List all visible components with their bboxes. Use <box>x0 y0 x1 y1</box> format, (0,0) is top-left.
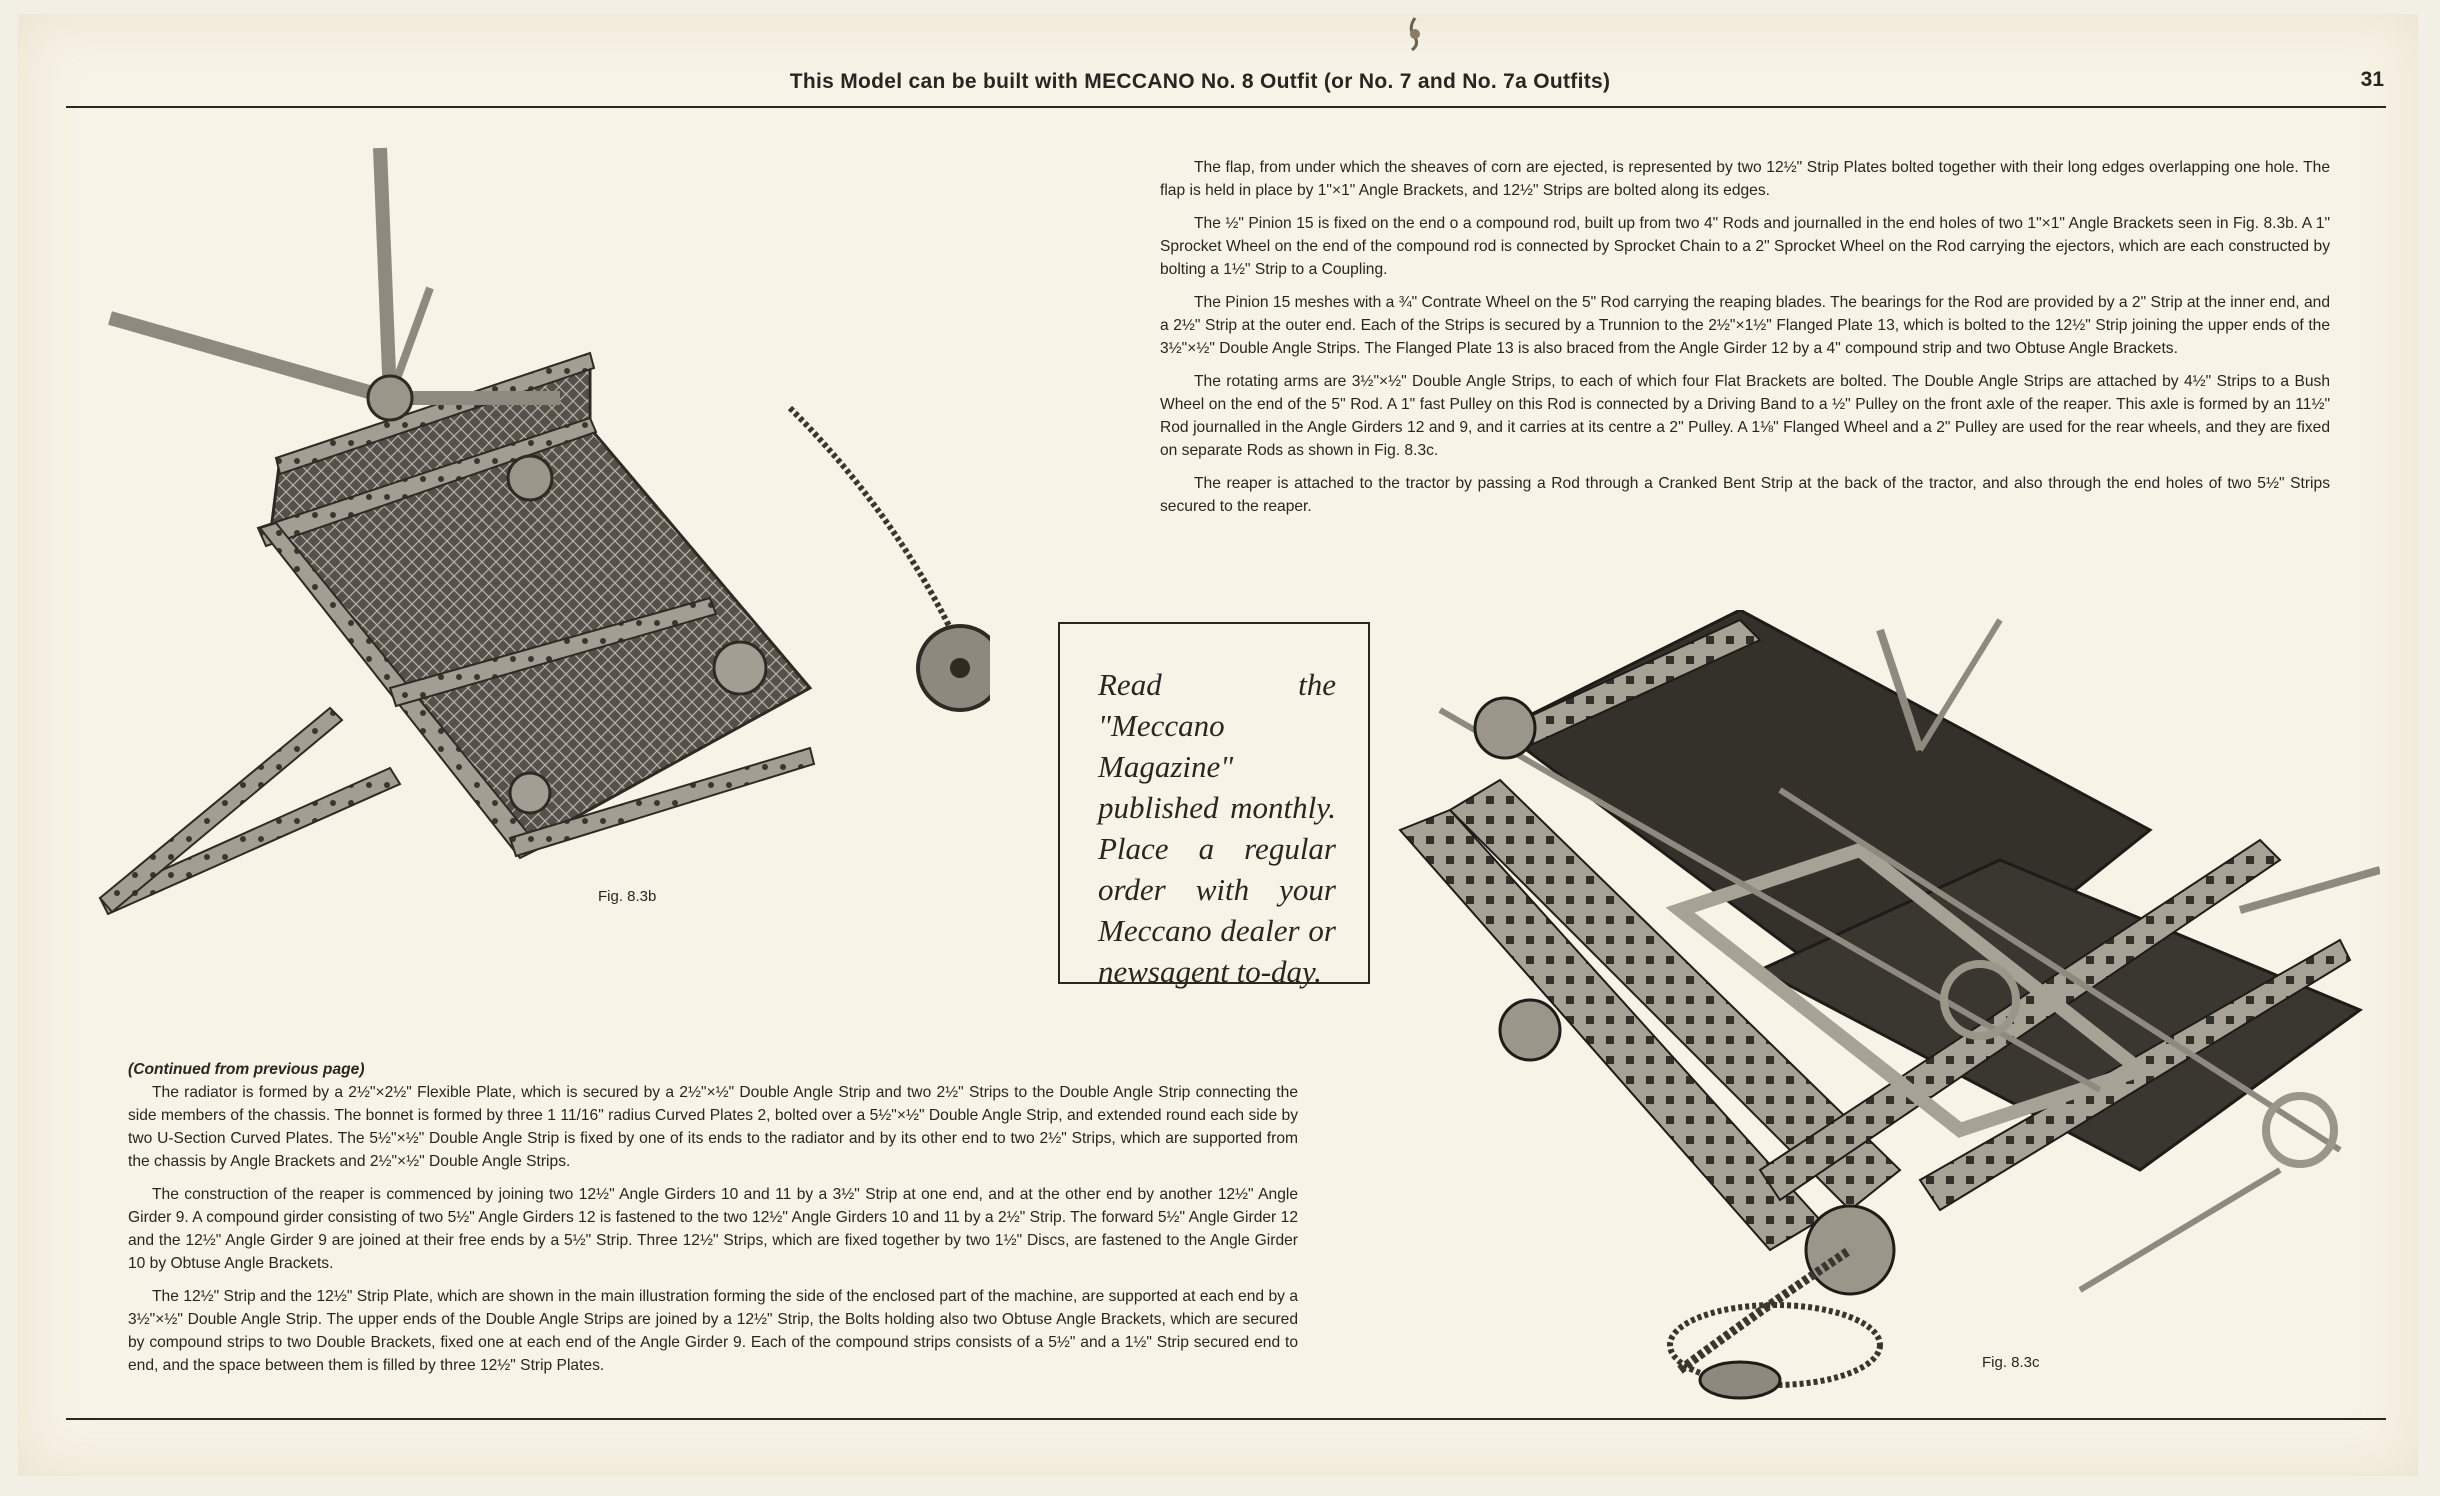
reaper-illustration-fig-8-3b <box>90 128 990 918</box>
paragraph: The flap, from under which the sheaves of corn are ejected, is represented by two 12½" Strip Plates bolted together with their long edges overlapping one hole. The flap is held in place by 1"×1" Angle Brackets, and 12½" Strips are bolted along its edges. <box>1160 159 2330 199</box>
paragraph: The rotating arms are 3½"×½" Double Angle Strips, to each of which four Flat Brackets are bolted. The Double Angle Strips are attached by 4½" Strips to a Bush Wheel on the end of the 5" Rod. A 1" fast Pulley on this Rod is connected by a Driving Band to a ½" Pulley on the front axle of the reaper. This axle is formed by an 11½" Rod journalled in the Angle Girders 12 and 9, and it carries at its centre a 2" Pulley. A 1⅛" Flanged Wheel and a 2" Pulley are used for the rear wheels, and they are fixed on separate Rods as shown in Fig. 8.3c. <box>1160 373 2330 459</box>
figure-caption-8-3c: Fig. 8.3c <box>1982 1354 2040 1371</box>
paragraph: The ½" Pinion 15 is fixed on the end o a compound rod, built up from two 4" Rods and journalled in the end holes of two 1"×1" Angle Brackets seen in Fig. 8.3b. A 1" Sprocket Wheel on the end of the compound rod is connected by Sprocket Chain to a 2" Sprocket Wheel on the Rod carrying the ejectors, which are each constructed by bolting a 1½" Strip to a Coupling. <box>1160 215 2330 278</box>
reaper-illustration-fig-8-3c <box>1380 610 2380 1400</box>
paragraph: The reaper is attached to the tractor by passing a Rod through a Cranked Bent Strip at the back of the tractor, and also through the end holes of two 5½" Strips secured to the reaper. <box>1160 475 2330 515</box>
magazine-advert-box <box>1058 622 1370 989</box>
paper-fold-mark <box>1400 14 1430 54</box>
paragraph: The construction of the reaper is commenced by joining two 12½" Angle Girders 10 and 11 by a 3½" Strip at one end, and at the other end by another 12½" Angle Girder 9. A compound girder consisting of two 5½" Angle Girders 12 is fastened to the two 12½" Angle Girders 10 and 11 by a 2½" Strip. The forward 5½" Angle Girder 12 and the 12½" Angle Girder 9 are joined at their free ends by a 5½" Strip. Three 12½" Strips, which are fixed together by two 1½" Discs, are fastened to the Angle Girder 10 by Obtuse Angle Brackets. <box>128 1186 1298 1272</box>
continued-note: (Continued from previous page) <box>128 1061 365 1078</box>
header-title: This Model can be built with MECCANO No. 8 Outfit (or No. 7 and No. 7a Outfits) <box>789 70 1611 93</box>
left-text-column <box>128 1058 1298 1387</box>
footer-rule <box>66 1418 2386 1420</box>
paragraph: The 12½" Strip and the 12½" Strip Plate, which are shown in the main illustration forming the side of the enclosed part of the machine, are supported at each end by a 3½"×½" Double Angle Strip. The upper ends of the Double Angle Strips are joined by a 12½" Strip, the Bolts holding also two Obtuse Angle Brackets, which are secured by compound strips to two Double Brackets, fixed one at each end of the Angle Girder 9. Each of the compound strips consists of a 5½" and a 1½" Strip secured end to end, and the space between them is filled by three 12½" Strip Plates. <box>128 1288 1298 1374</box>
page-number: 31 <box>2360 68 2384 91</box>
paragraph: The radiator is formed by a 2½"×2½" Flexible Plate, which is secured by a 2½"×½" Double Angle Strip and two 2½" Strips to the Double Angle Strip connecting the side members of the chassis. The bonnet is formed by three 1 11/16" radius Curved Plates 2, bolted over a 5½"×½" Double Angle Strip, and extended round each side by two U-Section Curved Plates. The 5½"×½" Double Angle Strip is fixed by one of its ends to the radiator and by its other end to two 2½" Strips, which are supported from the chassis by Angle Brackets and 2½"×½" Double Angle Strips. <box>128 1084 1298 1170</box>
advert-text: Read the "Meccano Magazine" published monthly. Place a regular order with your Meccano dealer or newsagent to-day. <box>1098 667 1336 989</box>
paragraph: The Pinion 15 meshes with a ¾" Contrate Wheel on the 5" Rod carrying the reaping blades. The bearings for the Rod are provided by a 2" Strip at the inner end, and a 2½" Strip at the outer end. Each of the Strips is secured by a Trunnion to the 2½"×1½" Flanged Plate 13, which is bolted to the 12½" Strip joining the upper ends of the 3½"×½" Double Angle Strips. The Flanged Plate 13 is also braced from the Angle Girder 12 by a 4" compound strip and two Obtuse Angle Brackets. <box>1160 294 2330 357</box>
header-rule <box>66 106 2386 108</box>
figure-caption-8-3b: Fig. 8.3b <box>598 888 657 905</box>
right-text-column <box>1160 156 2330 528</box>
